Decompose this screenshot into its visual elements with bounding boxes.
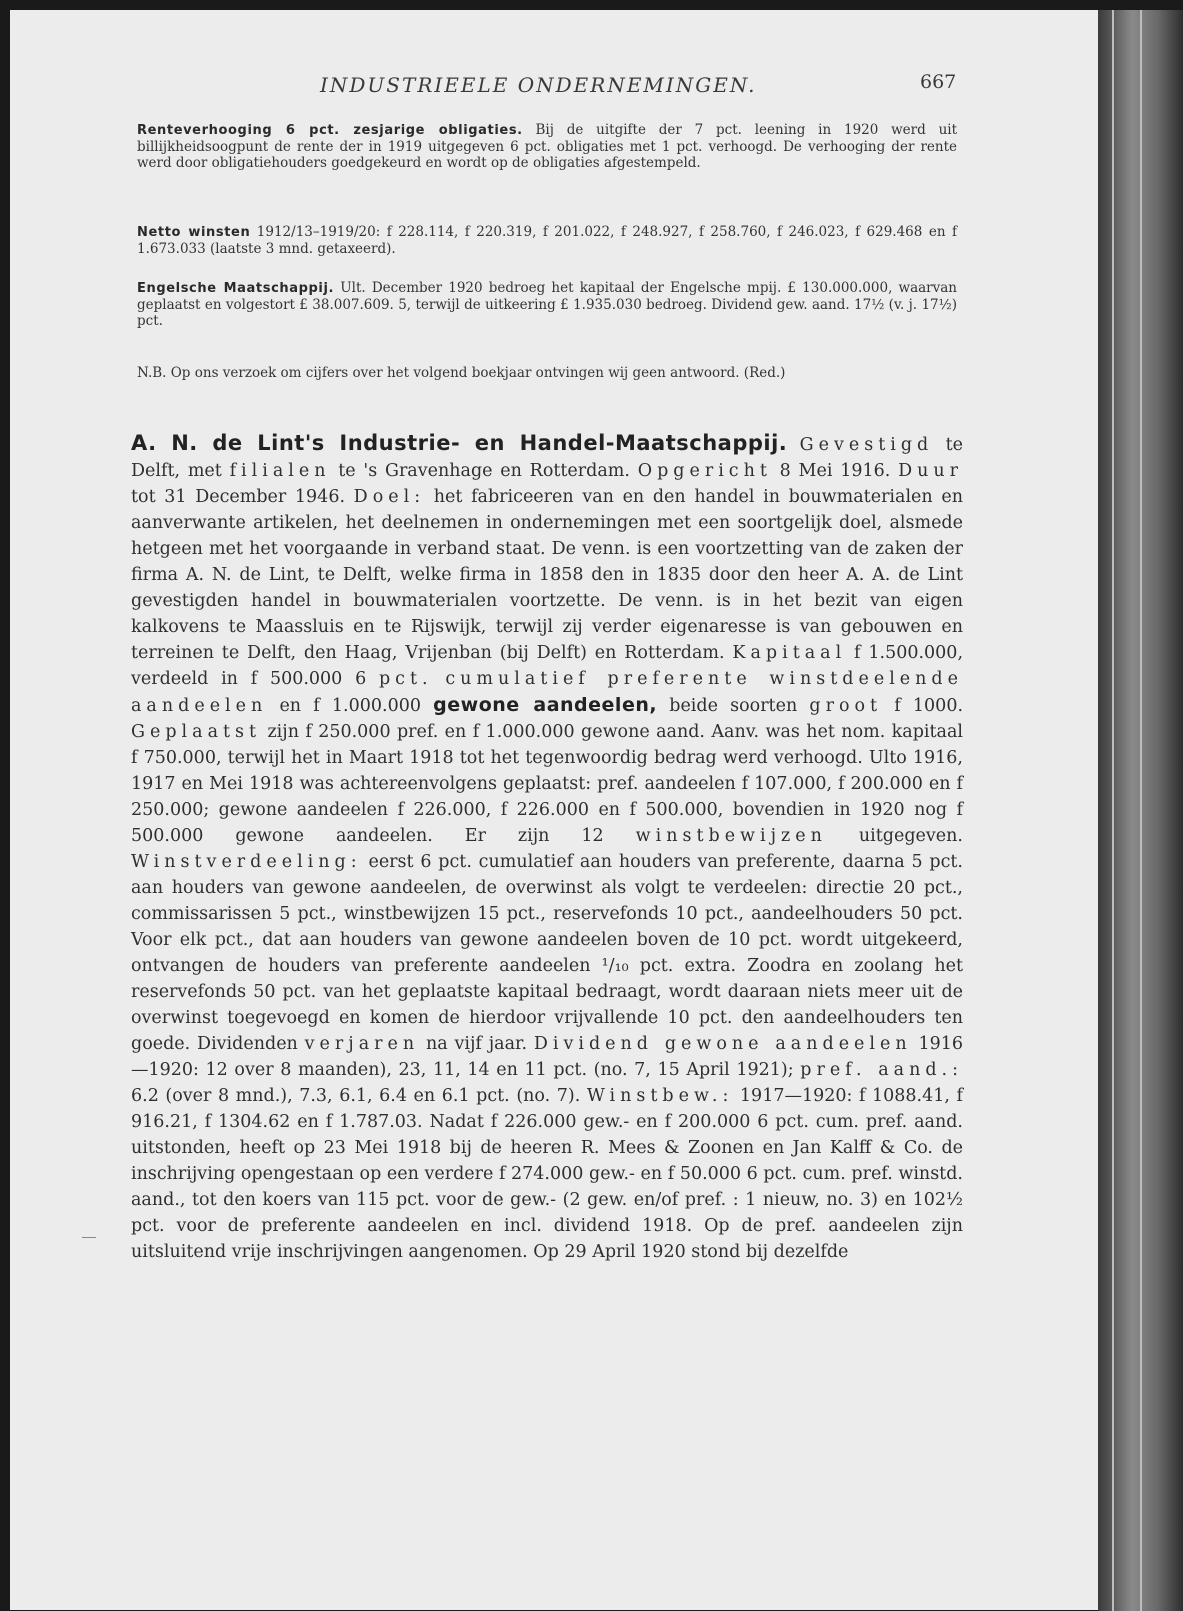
paragraph-netto-winsten — [137, 224, 957, 257]
entry-text: na vijf jaar. — [419, 1034, 534, 1054]
entry-text: 6.2 (over 8 mnd.), 7.3, 6.1, 6.4 en 6.1 pct. (no. 7). — [131, 1086, 587, 1106]
entry-text: f 1.500.000, verdeeld in f 500.000 6 — [131, 643, 964, 689]
keyword-pref-aand: pref. aand.: — [800, 1060, 964, 1080]
entry-text — [433, 669, 446, 689]
paragraph-renteverhooging — [137, 122, 957, 171]
keyword-gewone-aandeelen: gewone aandeelen, — [433, 694, 658, 716]
keyword-filialen: filialen — [229, 461, 331, 481]
entry-text: het fabriceeren van en den handel in bouwmaterialen en aanverwante artikelen, het deelnemen in ondernemingen met een soortgelijk doel, alsmede hetgeen met het voorgaande in verband staat. De venn. is een voortzetting van de zaken der firma A. N. de Lint, te Delft, welke firma in 1858 den in 1835 door den heer A. A. de Lint gevestigden handel in bouwmaterialen voortzette. De venn. is in het bezit van eigen kalkovens te Maassluis en te Rijswijk, terwijl zij verder eigenaresse is van gebouwen en terreinen te Delft, den Haag, Vrijenban (bij Delft) en Rotterdam. — [131, 487, 963, 663]
keyword-pct: pct. — [378, 669, 433, 689]
keyword-doel: Doel: — [353, 487, 426, 507]
entry-text: uitgegeven. — [826, 826, 963, 846]
paragraph-lead: Netto winsten — [137, 225, 251, 240]
keyword-duur: Duur — [898, 461, 964, 481]
paragraph-text: 1912/13–1919/20: f 228.114, f 220.319, f 201.022, f 248.927, f 258.760, f 246.023, f 629.468 en f 1.673.033 (laatste 3 mnd. getaxeerd). — [137, 224, 957, 257]
keyword-groot: groot — [809, 696, 883, 716]
entry-text: en f 1.000.000 — [267, 696, 434, 716]
entry-text: te Delft, met — [131, 435, 963, 481]
entry-text: zijn f 250.000 pref. en f 1.000.000 gewone aand. Aanv. was het nom. kapitaal f 750.000, terwijl het in Maart 1918 tot het tegenwoordig bedrag werd verhoogd. Ulto 1916, 1917 en Mei 1918 was achtereenvolgens geplaatst: pref. aandeelen f 107.000, f 200.000 en f 250.000; gewone aandeelen f 226.000, f 226.000 en f 500.000, bovendien in 1920 nog f 500.000 gewone aandeelen. Er zijn 12 — [131, 722, 963, 846]
book-page — [10, 10, 1108, 1610]
company-name: A. N. de Lint's Industrie- en Handel-Maatschappij. — [131, 431, 788, 455]
keyword-dividend: Dividend gewone aandeelen — [533, 1034, 912, 1054]
keyword-geplaatst: Geplaatst — [131, 722, 262, 742]
keyword-kapitaal: Kapitaal — [732, 643, 847, 663]
keyword-opgericht: Opgericht — [637, 461, 772, 481]
keyword-winstverdeeling: Winstverdeeling: — [131, 852, 362, 872]
book-edge-line — [1112, 10, 1114, 1611]
paragraph-lead: Engelsche Maatschappij. — [137, 281, 335, 296]
keyword-winstbew: Winstbew.: — [586, 1086, 734, 1106]
entry-text: tot 31 December 1946. — [131, 487, 354, 507]
entry-text: beide soorten — [657, 696, 810, 716]
entry-text: 8 Mei 1916. — [771, 461, 899, 481]
page-number: 667 — [920, 71, 957, 93]
paragraph-nb-note — [137, 365, 957, 381]
entry-text: 1917—1920: f 1088.41, f 916.21, f 1304.62 en f 1.787.03. Nadat f 226.000 gew.- en f 200.000 6 pct. cum. pref. aand. uitstonden, heeft op 23 Mei 1918 bij de heeren R. Mees & Zoonen en Jan Kalff & Co. de inschrijving opengestaan op een verdere f 274.000 gew.- en f 50.000 6 pct. cum. pref. winstd. aand., tot den koers van 115 pct. voor de gew.- (2 gew. en/of pref. : 1 nieuw, no. 3) en 102½ pct. voor de preferente aandeelen en incl. dividend 1918. Op de pref. aandeelen zijn uitsluitend vrije inschrijvingen aangenomen. Op 29 April 1920 stond bij dezelfde — [131, 1086, 963, 1262]
paragraph-lead: Renteverhooging 6 pct. zesjarige obligaties. — [137, 123, 523, 138]
paragraph-text: Bij de uitgifte der 7 pct. leening in 1920 werd uit billijkheidsoogpunt de rente der in 1919 uitgegeven 6 pct. obligaties met 1 pct. verhoogd. De verhooging der rente werd door obligatiehouders goedgekeurd en wordt op de obligaties afgestempeld. — [137, 122, 958, 171]
entry-text: f 1000. — [882, 696, 964, 716]
keyword-gevestigd: Gevestigd — [799, 435, 934, 455]
page-header — [10, 67, 1108, 107]
paragraph-text: Ult. December 1920 bedroeg het kapitaal der Engelsche mpij. £ 130.000.000, waarvan geplaatst en volgestort £ 38.007.609. 5, terwijl de uitkeering £ 1.935.030 bedroeg. Dividend gew. aand. 17½ (v. j. 17½) pct. — [137, 280, 958, 329]
entry-text: te 's Gravenhage en Rotterdam. — [330, 461, 638, 481]
book-edge-line — [1140, 10, 1142, 1611]
margin-mark — [82, 1237, 96, 1238]
entry-text: eerst 6 pct. cumulatief aan houders van preferente, daarna 5 pct. aan houders van gewone aandeelen, de overwinst als volgt te verdeelen: directie 20 pct., commissarissen 5 pct., winstbewijzen 15 pct., reservefonds 10 pct., aandeelhouders 50 pct. Voor elk pct., dat aan houders van gewone aandeelen boven de 10 pct. wordt uitgekeerd, ontvangen de houders van preferente aandeelen ¹/₁₀ pct. extra. Zoodra en zoolang het reservefonds 50 pct. van het geplaatste kapitaal bedraagt, wordt daaraan niets meer uit de overwinst toegevoegd en komen de hierdoor vrijvallende 10 pct. den aandeelhouders ten goede. Dividenden — [131, 852, 963, 1054]
keyword-verjaren: verjaren — [304, 1034, 420, 1054]
entry-text: 1916—1920: 12 over 8 maanden), 23, 11, 14 en 11 pct. (no. 7, 15 April 1921); — [131, 1034, 964, 1080]
keyword-winstbewijzen: winstbewijzen — [635, 826, 827, 846]
keyword-cumulatief: cumulatief preferente winstdeelende aandeelen — [131, 669, 963, 716]
running-title: INDUSTRIEELE ONDERNEMINGEN. — [320, 73, 757, 97]
paragraph-engelsche-maatschappij — [137, 280, 957, 329]
paragraph-text: N.B. Op ons verzoek om cijfers over het volgend boekjaar ontvingen wij geen antwoord. (Red.) — [137, 365, 786, 381]
company-entry — [131, 430, 963, 1265]
